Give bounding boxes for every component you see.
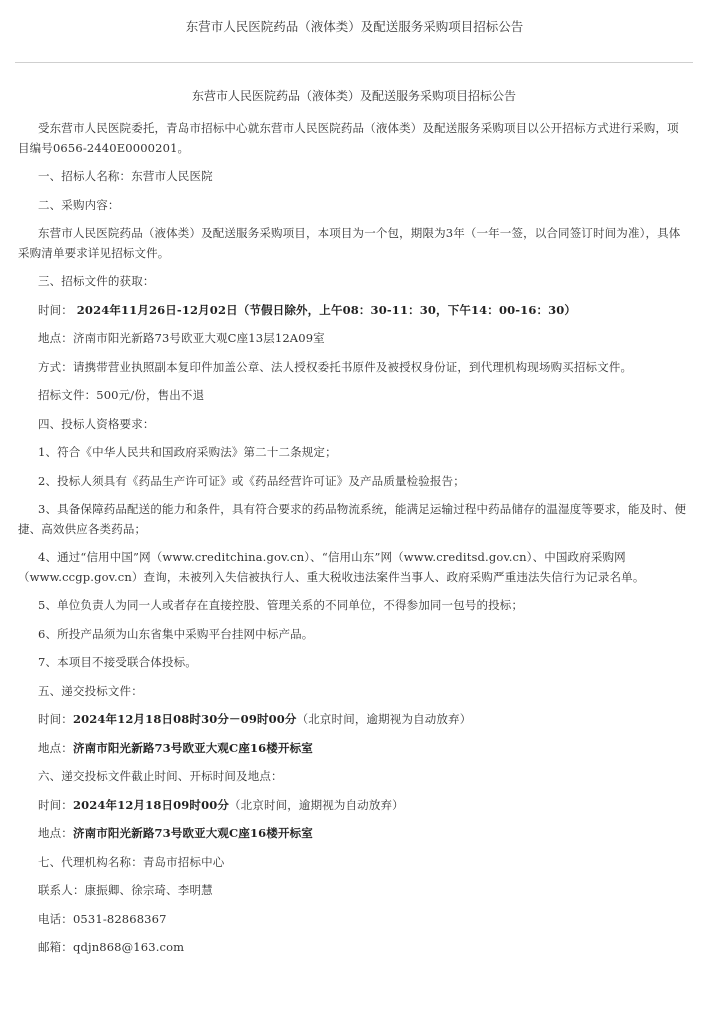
requirement-4: 4、通过“信用中国”网（www.creditchina.gov.cn）、“信用山东”网（www.creditsd.gov.cn）、中国政府采购网（www.ccgp.gov.cn）查询，未被列入失信被执行人、重大税收违法案件当事人、政府采购严重违法失信行为记录名单。 (18, 550, 645, 584)
opening-time-value: 2024年12月18日09时00分 (72, 797, 230, 812)
submission-time (18, 710, 690, 730)
section-1-tenderer: 一、招标人名称：东营市人民医院 (38, 169, 213, 183)
submission-place-value: 济南市阳光新路73号欧亚大观C座16楼开标室 (72, 740, 313, 755)
submission-time-note: （北京时间，逾期视为自动放弃） (296, 712, 472, 726)
section-5-heading: 五、递交投标文件： (38, 683, 143, 698)
time-label: 时间： (38, 302, 73, 317)
intro-paragraph: 受东营市人民医院委托，青岛市招标中心就东营市人民医院药品（液体类）及配送服务采购项目以公开招标方式进行采购，项目编号0656-2440E0000201。 (18, 121, 679, 155)
opening-time-note: （北京时间，逾期视为自动放弃） (229, 797, 404, 812)
submission-place-label: 地点： (38, 740, 73, 755)
doc-acquisition-time (18, 301, 690, 321)
section-2-body: 东营市人民医院药品（液体类）及配送服务采购项目，本项目为一个包，期限为3年（一年一签，以合同签订时间为准），具体采购清单要求详见招标文件。 (18, 226, 681, 260)
contact-email: 邮箱：qdjn868@163.com (38, 940, 185, 954)
page-title: 东营市人民医院药品（液体类）及配送服务采购项目招标公告 (185, 19, 524, 34)
requirement-7: 7、本项目不接受联合体投标。 (38, 655, 197, 669)
section-7-agency: 七、代理机构名称：青岛市招标中心 (38, 854, 225, 869)
time-value: 2024年11月26日-12月02日（节假日除外，上午08：30-11：30，下午14：00-16：30） (76, 302, 577, 317)
requirement-3: 3、具备保障药品配送的能力和条件，具有符合要求的药品物流系统，能满足运输过程中药品储存的温湿度等要求，能及时、便捷、高效供应各类药品； (18, 502, 687, 536)
opening-time-label: 时间： (38, 797, 73, 812)
announcement-article (18, 86, 690, 967)
contact-persons: 联系人：康振卿、徐宗琦、李明慧 (38, 883, 213, 897)
opening-place (18, 824, 690, 844)
submission-time-value: 2024年12月18日08时30分－09时00分 (72, 712, 297, 726)
opening-time (18, 796, 690, 816)
submission-time-label: 时间： (38, 712, 73, 726)
contact-phone: 电话：0531-82868367 (38, 911, 167, 926)
requirement-1: 1、符合《中华人民共和国政府采购法》第二十二条规定； (38, 445, 337, 459)
doc-acquisition-method: 方式：请携带营业执照副本复印件加盖公章、法人授权委托书原件及被授权身份证，到代理机构现场购买招标文件。 (38, 359, 633, 374)
requirement-6: 6、所投产品须为山东省集中采购平台挂网中标产品。 (38, 626, 314, 641)
section-4-heading: 四、投标人资格要求： (38, 416, 155, 431)
doc-fee: 招标文件：500元/份，售出不退 (38, 388, 205, 402)
requirement-5: 5、单位负责人为同一人或者存在直接控股、管理关系的不同单位，不得参加同一包号的投标； (38, 598, 524, 612)
section-6-heading: 六、递交投标文件截止时间、开标时间及地点： (38, 769, 283, 783)
section-3-heading: 三、招标文件的获取： (38, 274, 155, 288)
header-divider (15, 62, 693, 63)
section-2-heading: 二、采购内容： (38, 197, 120, 212)
doc-acquisition-place: 地点：济南市阳光新路73号欧亚大观C座13层12A09室 (38, 331, 325, 345)
opening-place-label: 地点： (38, 826, 73, 840)
requirement-2: 2、投标人须具有《药品生产许可证》或《药品经营许可证》及产品质量检验报告； (38, 473, 465, 488)
submission-place (18, 739, 690, 759)
article-title: 东营市人民医院药品（液体类）及配送服务采购项目招标公告 (191, 89, 516, 103)
opening-place-value: 济南市阳光新路73号欧亚大观C座16楼开标室 (72, 826, 313, 840)
